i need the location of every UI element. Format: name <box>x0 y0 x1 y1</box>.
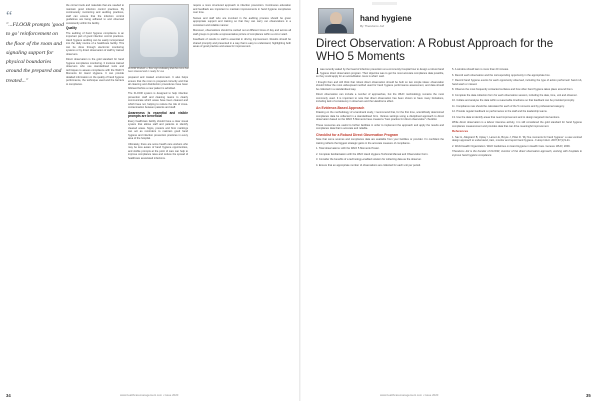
left-column-2 <box>128 76 188 386</box>
reference-item: 2. World Health Organization. WHO Guidelines on Hand Hygiene in Health Care. Geneva: WHO; 2009. <box>452 144 571 148</box>
list-item: 4. Ensure that an appropriate number of observations are collected for each unit per period. <box>316 163 421 167</box>
section-heading: An Evidence-Based Approach <box>316 105 365 110</box>
page-footer: www.healthcaremanagement.com • Issue 2020 <box>120 393 179 397</box>
list-item: 13. Use the data to identify areas that need improvement and to design targeted interventions. <box>452 115 560 119</box>
subheading: Awareness is essential and visible prompts are beneficial <box>128 110 188 118</box>
paragraph: Drawing on the methodology of a landmark study, I recommend that, for the first time, scientifically determined compliance data be collected in a standardised form. Various settings using a disciplined approach to direct observation based on the WHO 5 Moments have created a "best practice for direct observation" checklist. <box>316 111 444 121</box>
paragraph: the correct tools and materials that are needed to maintain good infection control practices. By continuously monitoring and auditing practices, staff can ensure that the infection control guidelines are being adhered to and observed consistently within the facility. <box>66 4 124 25</box>
paragraph: Ultimately, there are some health care workers who may be less aware of hand hygiene opportunities, and visible prompts at the point of care can help to improve compliance rates and reduce the spread of healthcare associated infections. <box>128 142 188 160</box>
paragraph: These resources are useful to further facilities in order to implement the approach and apply the results and compliance data that is accurate and reliable. <box>316 123 444 130</box>
drop-cap: I <box>316 68 319 76</box>
list-item: 1. Total observations: with the WHO 5 Moments Poster. <box>316 147 380 150</box>
references <box>452 130 582 148</box>
list-item: 9. Complete the data collection form for each observation session, including the date, time, unit and observer. <box>452 93 578 97</box>
decorative-dots <box>372 2 397 5</box>
list-item: 3. Consider the benefits of a technology-enabled solution for collecting data as the observer. <box>316 158 422 161</box>
list-item: 2. Complete familiarisation with the WHO Hand Hygiene Technical Manual and Observation Form. <box>316 152 429 156</box>
paragraph: Direct observation can include a number of approaches, but the WHO methodology remains the most commonly used. It is important to note that direct observation has been shown to have many limitations, including lack of consistency in observers and the Hawthorne effect. <box>316 93 444 103</box>
floor-product-photo <box>129 4 189 68</box>
list-item: 7. Record hand hygiene events for each opportunity observed, including the type of action performed: hand rub, hand wash or missed. <box>452 79 582 86</box>
author-bio: Theodoros Joli is the founder of FLOOR, inventor of the direct observation approach, working with hospitals to improve hand hygiene compliance. <box>452 150 582 157</box>
article-title: Direct Observation: A Robust Approach for the WHO 5 Moments <box>316 37 554 63</box>
list-item: 11. Compliance rate should be calculated for each of the 5 moments and by professional category. <box>452 104 565 108</box>
paragraph: Iwas recently asked by the head of infection prevention at a community hospital how to design a robust hand hygiene direct observation program. Their objective was to get the most accurate compliance data possible, so they could apply for an accreditation. Here is what I said. <box>316 68 444 78</box>
author-photo <box>318 8 354 34</box>
left-column-1 <box>66 4 124 384</box>
right-column-2 <box>452 68 582 384</box>
paragraph: Note that some sources and compliance data are available from your facilities or provider. I'm confident the training reflects the biggest strategic gains in the accurate measure of compliance. <box>316 138 444 145</box>
paragraph: require a more structured approach to infection prevention. Continuous education and feedback are important to maintain improvements in hand hygiene compliance over time. <box>193 4 291 14</box>
quote-mark-icon: “ <box>6 9 13 24</box>
list-item: 8. Observe the most frequently contacted surfaces and how often hand hygiene takes place around them. <box>452 88 574 91</box>
left-column-3 <box>193 4 291 384</box>
pull-quote: “ "...FLOOR prompts 'good to go' reinforcement on the floor of the room and signaling support for physical boundaries around the prepared and treated..." <box>6 9 64 84</box>
list-item: 10. Collate and analyse the data within a reasonable timeframe so that feedback can be provided promptly. <box>452 99 575 102</box>
references-heading: References <box>452 129 469 133</box>
photo-caption: FLOOR Product — floor sign indicating that the room has been cleaned and is ready for use <box>128 67 189 74</box>
paragraph: While direct observation is a labour intensive activity, it is still considered the gold standard for hand hygiene compliance measurement and provides data that can drive meaningful improvement. <box>452 121 582 128</box>
right-column-1 <box>316 68 444 384</box>
list-item: 12. Provide regular feedback on performance to the staff and the leadership teams. <box>452 110 548 113</box>
page-footer: www.healthcaremanagement.com • Issue 2020 <box>380 393 439 397</box>
subheading: Quality <box>66 26 77 30</box>
list-item: 5. A window should last no more than 20 minutes. <box>452 68 509 71</box>
page-gutter <box>299 0 301 401</box>
paragraph: The FLOOR system is designed to help infection prevention staff and cleaning teams to clearly communicate which areas have been cleaned and which have not, helping to reduce the risk of cross-contamination between patients and staff. <box>128 92 188 109</box>
section-kicker: hand hygiene <box>360 14 412 23</box>
floor-sign-icon <box>140 17 178 57</box>
paragraph: I thought then and still think that robust direct observation should be built on two simple ideas: observation should follow the most widespread method used for hand hygiene performance assessment, and data should be collected in a standardised way. <box>316 80 444 91</box>
paragraph: Every healthcare facility should have a clear visual system that allows staff and patients to identify cleaned areas. Signs, posters and floor markings can act as reminders to maintain good hand hygiene and infection prevention practices in every area of the hospital. <box>128 119 188 140</box>
reference-item: 1. Sax H, Allegranzi B, Uçkay I, Larson E, Boyce J, Pittet D. 'My five moments for hand hygiene': a user-centred design approach to understand, train, monitor and report hand hygiene. J Hosp Infect. 2007;67(1):9-21. <box>452 135 582 142</box>
paragraph: Moreover, observations should be carried out at different times of day and across all staff groups to provide a representative picture of compliance within a unit or ward. <box>193 29 291 36</box>
list-item: 6. Record each observation and the corresponding opportunity in the appropriate box. <box>452 73 551 77</box>
paragraph: The auditing of hand hygiene compliance is an important part of good infection control practices. Hand hygiene auditing can be easily incorporated into the daily routine of a healthcare facility. This can be done through electronic monitoring systems or by direct observation of staff by trained observers. <box>66 31 124 56</box>
byline: By Theodoros Joli <box>360 24 385 28</box>
author-torso <box>325 24 347 33</box>
section-heading: Checklist for a Robust Direct Observation Program <box>316 132 399 137</box>
paragraph: Direct observation is the gold standard for hand hygiene compliance monitoring. It involves trained observers who use standardised tools and techniques to assess compliance with the WHO 5 Moments for Hand Hygiene. It can provide detailed information on the quality of hand hygiene performance, the technique used and the barriers to compliance. <box>66 58 124 86</box>
paragraph: prepared and treated environment. It also helps ensure that the room is prepared correctly and that all cleaning and disinfection procedures have been followed before a new patient is admitted. <box>128 76 188 90</box>
page-number: 34 <box>6 393 11 398</box>
paragraph: Nurses and staff who are involved in the auditing process should be given appropriate support and training so that they can carry out observations in a consistent and reliable manner. <box>193 16 291 27</box>
paragraph: Feedback of results to staff is essential in driving improvement. Results should be shared promptly and presented in a way that is easy to understand, highlighting both areas of good practice and areas for improvement. <box>193 38 291 48</box>
page-number: 35 <box>586 393 591 398</box>
